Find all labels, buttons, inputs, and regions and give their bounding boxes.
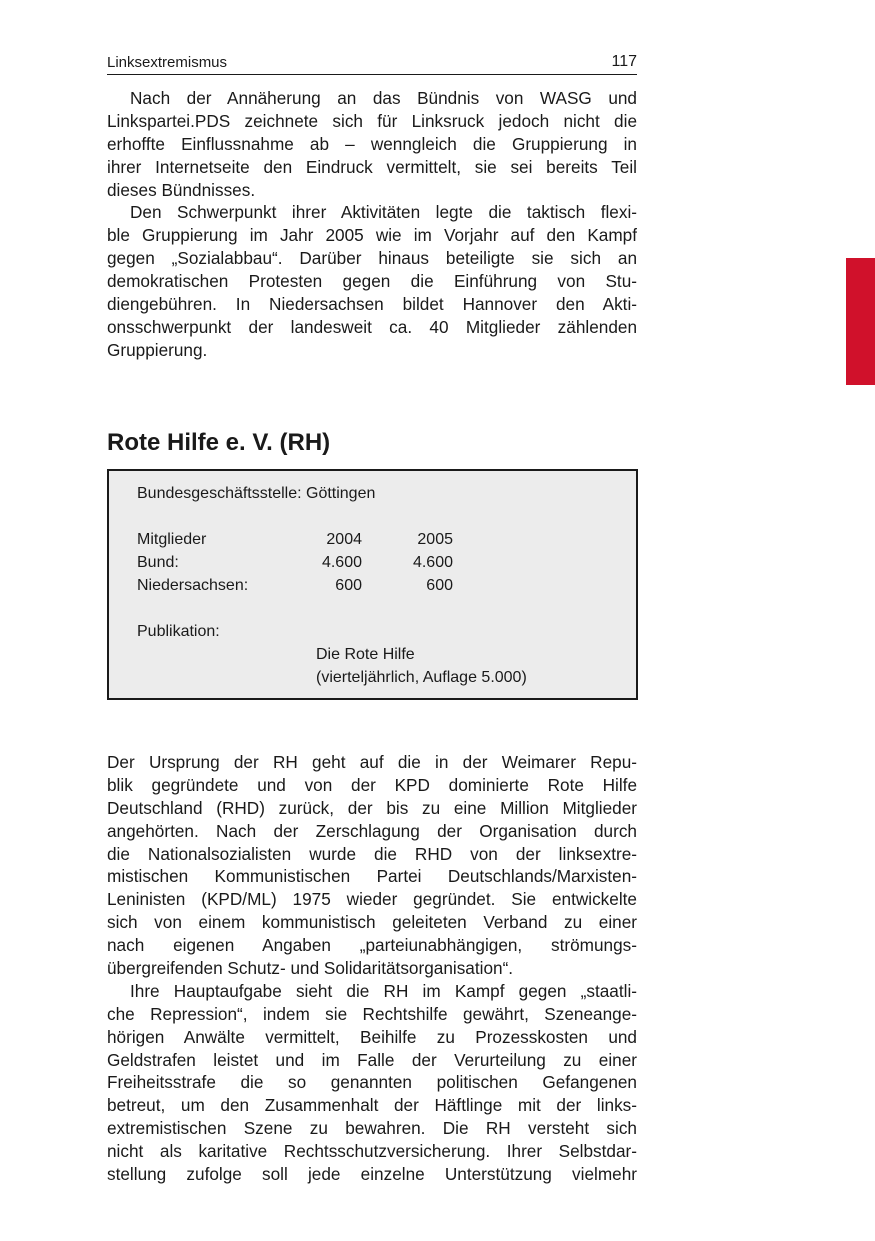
chapter-thumb-tab	[846, 258, 875, 385]
text-line: diengebühren. In Niedersachsen bildet Hannover den Akti-	[107, 294, 637, 315]
text-line: Der Ursprung der RH geht auf die in der Weimarer Repu-	[107, 752, 637, 772]
running-title: Linksextremismus	[107, 54, 228, 71]
text-line: Linkspartei.PDS zeichnete sich für Linksruck jedoch nicht die	[107, 110, 637, 131]
paragraph-block-linksruck	[107, 87, 637, 362]
text-line: die Nationalsozialisten wurde die RHD von der linksextre-	[107, 843, 637, 864]
text-line: gegen „Sozialabbau“. Darüber hinaus beteiligte sie sich an	[107, 248, 637, 269]
text-line: nicht als karitative Rechtsschutzversicherung. Ihrer Selbstdar-	[107, 1141, 637, 1162]
text-line: erhoffte Einflussnahme ab – wenngleich die Gruppierung in	[107, 133, 637, 154]
text-line: Nach der Annäherung an das Bündnis von WASG und	[130, 88, 637, 108]
publication-label: Publikation:	[137, 623, 220, 640]
text-line: sich von einem kommunistisch geleiteten Verband zu einer	[107, 912, 637, 933]
row-label-niedersachsen: Niedersachsen:	[137, 577, 249, 594]
members-label: Mitglieder	[137, 531, 207, 548]
office-location: Bundesgeschäftsstelle: Göttingen	[137, 485, 376, 502]
text-line: ihrer Internetseite den Eindruck vermittelt, sie sei bereits Teil	[107, 156, 637, 177]
value-bund-2004: 4.600	[321, 554, 362, 571]
text-line: angehörten. Nach der Zerschlagung der Organisation durch	[107, 820, 637, 841]
value-niedersachsen-2004: 600	[335, 577, 362, 594]
text-line: Deutschland (RHD) zurück, der bis zu eine Million Mitglieder	[107, 797, 637, 818]
text-line: Leninisten (KPD/ML) 1975 wieder gegründet. Sie entwickelte	[107, 889, 637, 910]
year-header-2004: 2004	[326, 531, 362, 548]
text-line: extremistischen Szene zu bewahren. Die RH versteht sich	[107, 1118, 637, 1139]
year-header-2005: 2005	[417, 531, 453, 548]
page-header	[107, 52, 637, 75]
paragraph-block-rote-hilfe	[107, 751, 637, 1186]
publication-detail: (vierteljährlich, Auflage 5.000)	[316, 669, 527, 686]
text-line: demokratischen Protesten gegen die Einführung von Stu-	[107, 271, 637, 292]
text-line: Ihre Hauptaufgabe sieht die RH im Kampf gegen „staatli-	[130, 980, 637, 1001]
text-line: Geldstrafen leistet und im Falle der Verurteilung zu einer	[107, 1049, 637, 1070]
organisation-info-box	[107, 469, 638, 700]
text-line: hörigen Anwälte vermittelt, Beihilfe zu Prozesskosten und	[107, 1026, 637, 1047]
text-line: blik gegründete und von der KPD dominierte Rote Hilfe	[107, 774, 637, 795]
page-number: 117	[611, 53, 637, 70]
text-line: onsschwerpunkt der landesweit ca. 40 Mitglieder zählenden	[107, 316, 637, 337]
row-label-bund: Bund:	[137, 554, 179, 571]
text-line: Den Schwerpunkt ihrer Aktivitäten legte die taktisch flexi-	[130, 202, 637, 223]
publication-title: Die Rote Hilfe	[316, 646, 415, 663]
text-line: nach eigenen Angaben „parteiunabhängigen, strömungs-	[107, 935, 637, 956]
text-line: ble Gruppierung im Jahr 2005 wie im Vorjahr auf den Kampf	[107, 225, 637, 246]
text-line: che Repression“, indem sie Rechtshilfe gewährt, Szeneange-	[107, 1003, 637, 1024]
text-line: übergreifenden Schutz- und Solidaritätsorganisation“.	[107, 958, 514, 979]
text-line: Gruppierung.	[107, 339, 208, 360]
text-line: dieses Bündnisses.	[107, 179, 256, 200]
section-heading: Rote Hilfe e. V. (RH)	[107, 429, 331, 456]
text-line: betreut, um den Zusammenhalt der Häftlinge mit der links-	[107, 1095, 637, 1116]
text-line: Freiheitsstrafe die so genannten politischen Gefangenen	[107, 1072, 637, 1093]
value-bund-2005: 4.600	[412, 554, 453, 571]
text-line: stellung zufolge soll jede einzelne Unterstützung vielmehr	[107, 1164, 637, 1185]
text-line: mistischen Kommunistischen Partei Deutschlands/Marxisten-	[107, 866, 637, 887]
value-niedersachsen-2005: 600	[426, 577, 453, 594]
